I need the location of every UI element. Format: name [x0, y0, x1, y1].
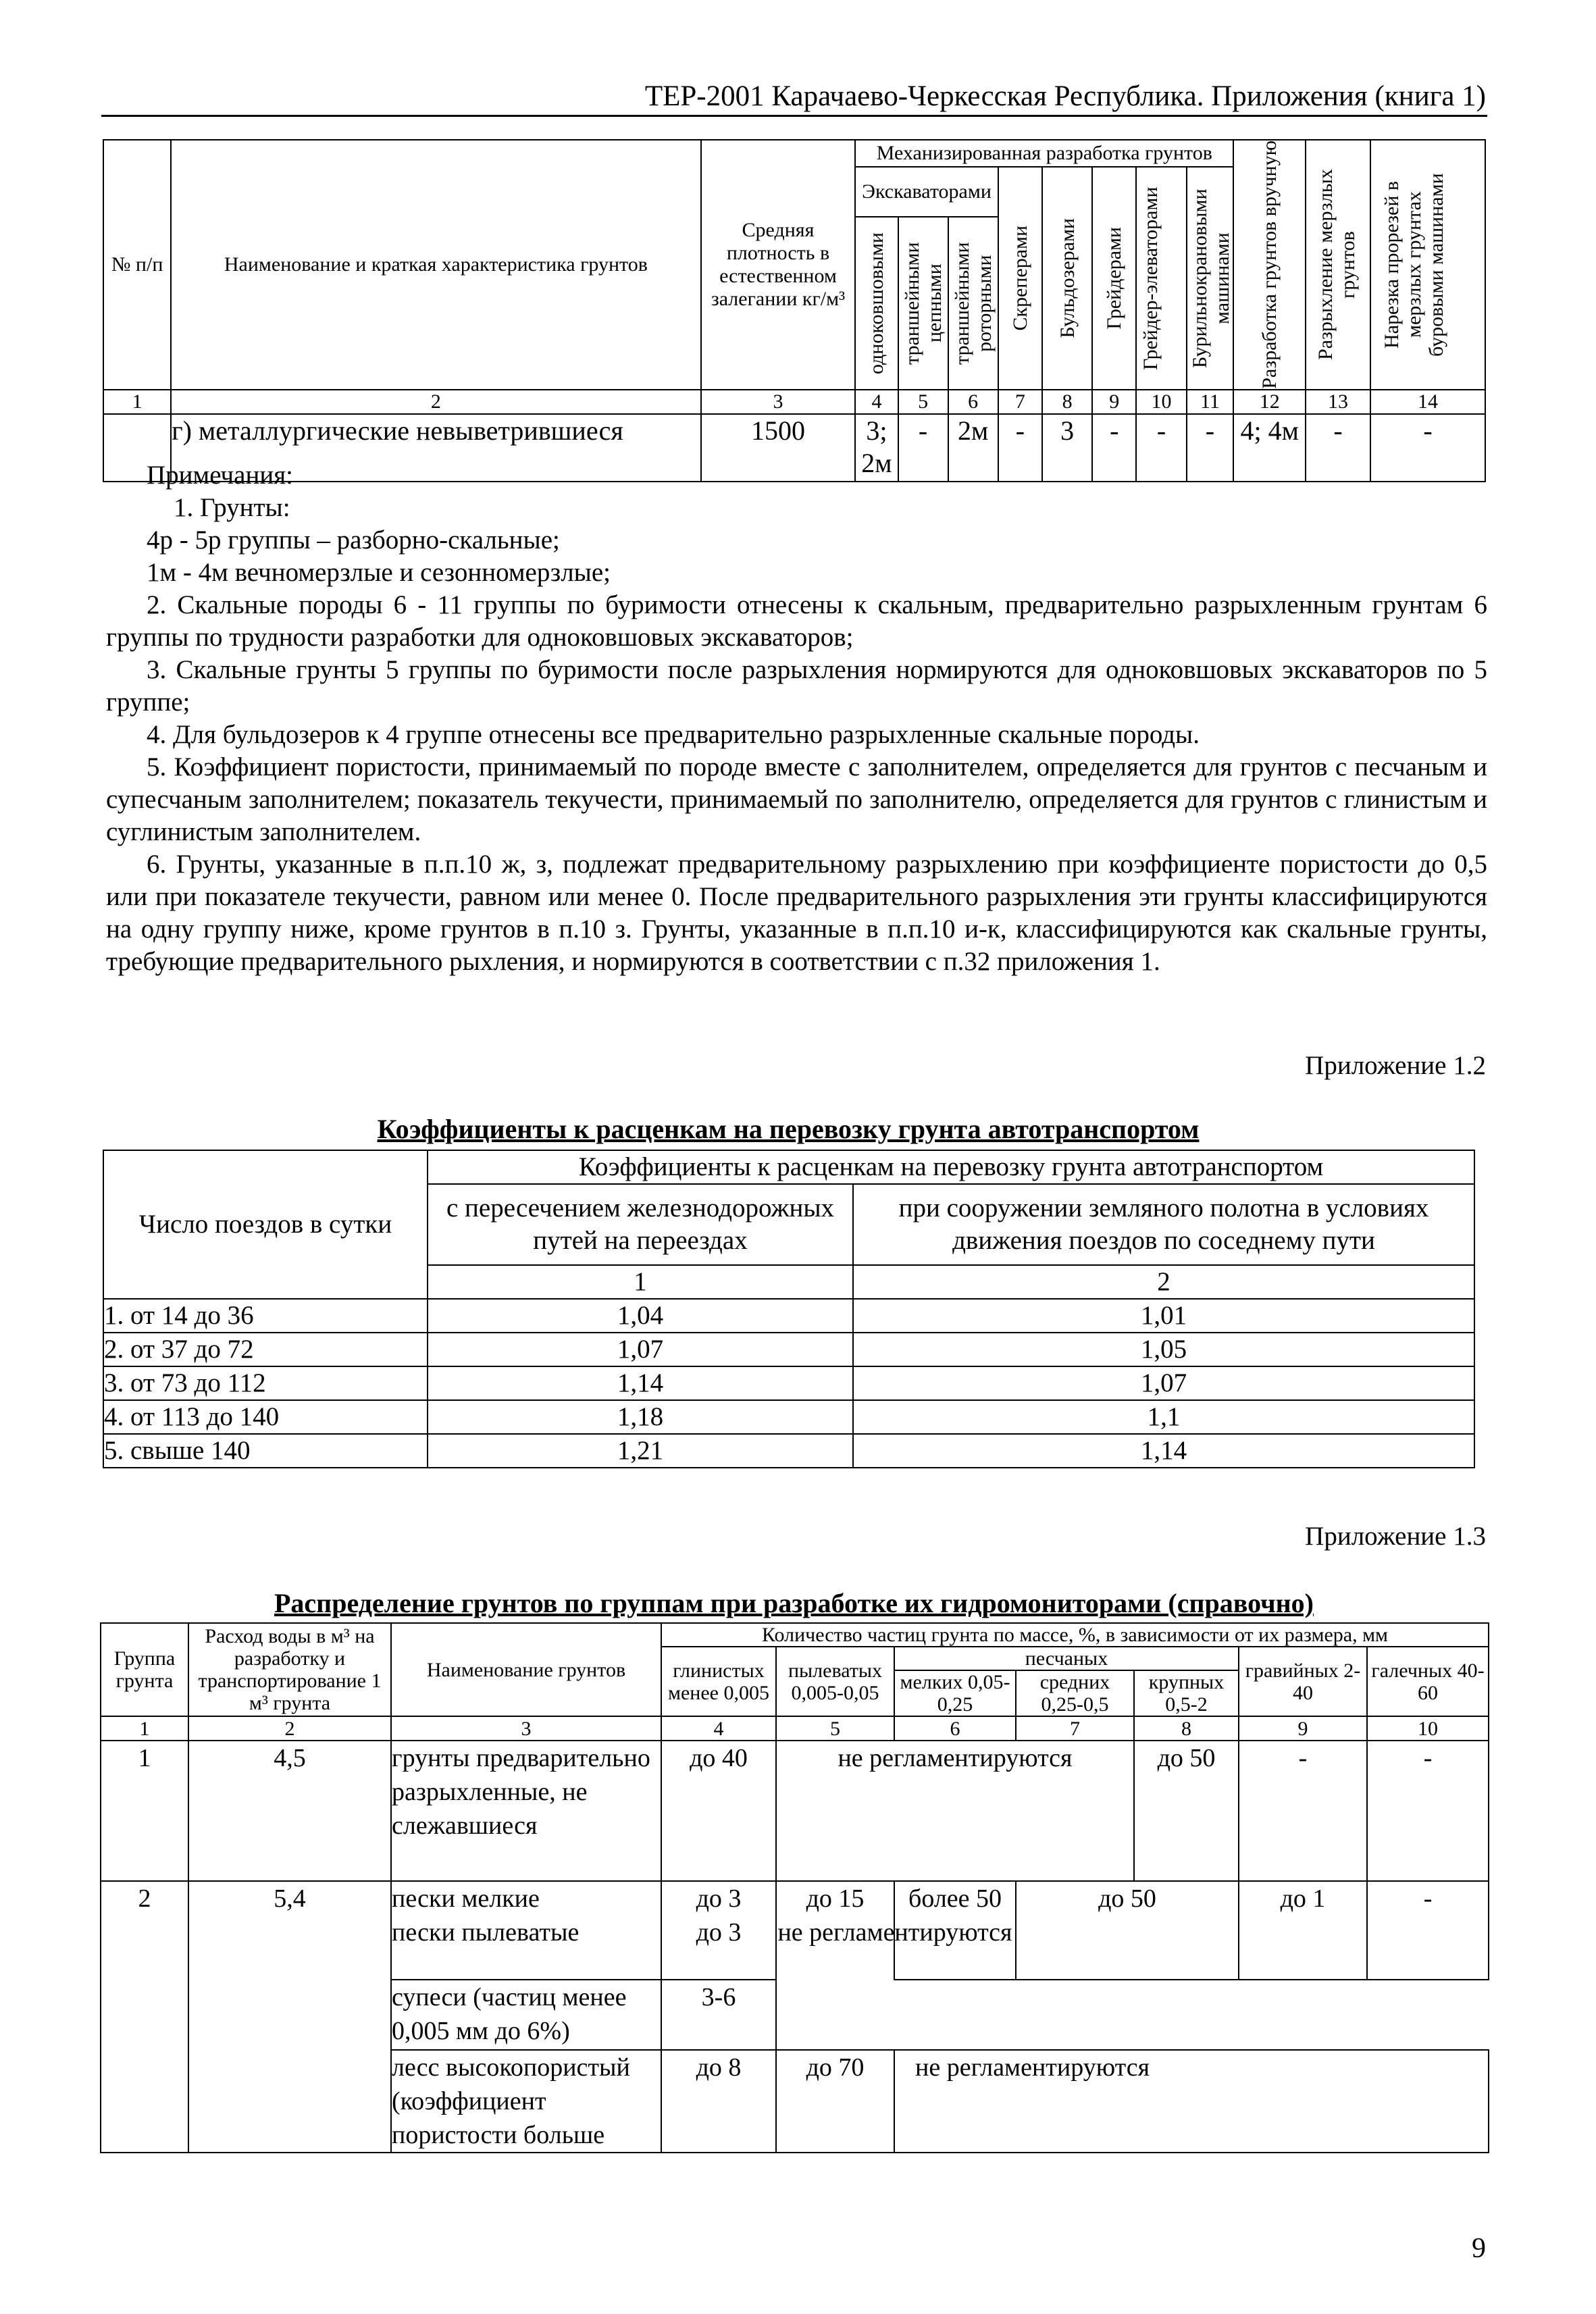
- note-5: 5. Коэффициент пористости, принимаемый по породе вместе с заполнителем, определяется для грунтов с песчаным и супесчаным заполнителем; показатель текучести, принимаемый по заполнителю, определяется для грунтов с глинистым и суглинистым заполнителем.: [106, 752, 1487, 846]
- r2-gravel: до 1: [1239, 1881, 1367, 1980]
- header-group: Группа грунта: [101, 1623, 188, 1716]
- r3-empty: [776, 1980, 1489, 2050]
- note-1: 1. Грунты:: [174, 493, 290, 522]
- note-1b: 1м - 4м вечномерзлые и сезонномерзлые;: [147, 558, 611, 587]
- table-cell: 1,14: [428, 1366, 853, 1400]
- r4-name: лесс высокопористый (коэффициент пористости больше: [391, 2050, 661, 2153]
- col-number: 6: [948, 390, 998, 414]
- r2-name-1: пески мелкие: [392, 1884, 540, 1913]
- header-num: № п/п: [103, 140, 171, 390]
- row-c4: 3; 2м: [855, 414, 898, 482]
- col-number: 9: [1239, 1716, 1367, 1741]
- header-excavators: Экскаваторами: [855, 167, 998, 217]
- col-number: 9: [1092, 390, 1136, 414]
- col-number: 1: [101, 1716, 188, 1741]
- header-c9: Грейдерами: [1092, 167, 1136, 390]
- row-c5: -: [898, 414, 948, 482]
- r3-name: супеси (частиц менее 0,005 мм до 6%): [391, 1980, 661, 2050]
- r2-medcoarse: до 50: [1016, 1881, 1239, 1980]
- table-cell: 1,07: [428, 1333, 853, 1366]
- table-cell: 1,18: [428, 1400, 853, 1434]
- header-c14: Нарезка прорезей в мерзлых грунтах буровыми машинами: [1370, 140, 1485, 390]
- r2-clay-1: до 3: [696, 1884, 742, 1913]
- header-particles: Количество частиц грунта по массе, %, в зависимости от их размера, мм: [661, 1623, 1489, 1647]
- r1-pebble: -: [1367, 1741, 1489, 1881]
- header-c4: одноковшовыми: [855, 217, 898, 390]
- col-number: 8: [1134, 1716, 1239, 1741]
- col-number: 3: [391, 1716, 661, 1741]
- r1-name: грунты предварительно разрыхленные, не слежавшиеся: [391, 1741, 661, 1881]
- r1-coarse: до 50: [1134, 1741, 1239, 1881]
- r4-clay: до 8: [661, 2050, 776, 2153]
- note-6: 6. Грунты, указанные в п.п.10 ж, з, подлежат предварительному разрыхлению при коэффициенте пористости до 0,5 или при показателе текучести, равном или менее 0. После предварительного разрыхления эти грунты классифицируются на одну группу ниже, кроме грунтов в п.10 з. Грунты, указанные в п.п.10 и-к, классифицируются как скальные грунты, требующие предварительного рыхления, и нормируются в соответствии с п.32 приложения 1.: [106, 850, 1487, 976]
- r2-clay-2: до 3: [696, 1918, 742, 1947]
- col-number: 8: [1042, 390, 1092, 414]
- col-number: 12: [1233, 390, 1306, 414]
- col-number: 13: [1306, 390, 1370, 414]
- col-number: 6: [894, 1716, 1016, 1741]
- header-sand: песчаных: [894, 1647, 1239, 1670]
- table-transport-coefficients: [103, 1150, 1475, 1468]
- row-c8: 3: [1042, 414, 1092, 482]
- r4-rest: не регламентируются: [894, 2050, 1489, 2153]
- header-pebble: галечных 40-60: [1367, 1647, 1489, 1716]
- col-number: 1: [103, 390, 171, 414]
- r1-clay: до 40: [661, 1741, 776, 1881]
- table-row-label: 1. от 14 до 36: [103, 1299, 428, 1333]
- r1-water: 4,5: [188, 1741, 391, 1881]
- header-coarse: крупных 0,5-2: [1134, 1670, 1239, 1716]
- header-col2: при сооружении земляного полотна в условиях движения поездов по соседнему пути: [853, 1184, 1474, 1265]
- header-c10: Грейдер-элеваторами: [1136, 167, 1186, 390]
- row-c11: -: [1187, 414, 1234, 482]
- table-hydromonitor-soils: [100, 1622, 1489, 2153]
- row-density: 1500: [701, 414, 856, 482]
- note-4: 4. Для бульдозеров к 4 группе отнесены все предварительно разрыхленные скальные породы.: [147, 720, 1200, 749]
- col-number: 2: [188, 1716, 391, 1741]
- row-c14: -: [1370, 414, 1485, 482]
- col-number: 4: [661, 1716, 776, 1741]
- header-name: Наименование и краткая характеристика грунтов: [171, 140, 700, 390]
- table-row-label: 5. свыше 140: [103, 1434, 428, 1468]
- row-c9: -: [1092, 414, 1136, 482]
- table-cell: 1,01: [853, 1299, 1474, 1333]
- col-number: 1: [428, 1265, 853, 1299]
- header-c7: Скреперами: [998, 167, 1042, 390]
- header-c6: траншейными роторными: [948, 217, 998, 390]
- row-c7: -: [998, 414, 1042, 482]
- note-3: 3. Скальные грунты 5 группы по буримости после разрыхления нормируются для одноковшовых экскаваторов по 5 группе;: [106, 655, 1487, 717]
- table-row-label: 4. от 113 до 140: [103, 1400, 428, 1434]
- row-c13: -: [1306, 414, 1370, 482]
- appendix-1-3-label: Приложение 1.3: [1305, 1522, 1486, 1551]
- header-clay: глинистых менее 0,005: [661, 1647, 776, 1716]
- col-number: 2: [853, 1265, 1474, 1299]
- header-c12: Разработка грунтов вручную: [1233, 140, 1306, 390]
- header-c11: Бурильнокрановыми машинами: [1187, 167, 1234, 390]
- header-gravel: гравийных 2-40: [1239, 1647, 1367, 1716]
- header-medium: средних 0,25-0,5: [1016, 1670, 1134, 1716]
- r2-clay: [661, 1881, 776, 1980]
- r2-names: [391, 1881, 661, 1980]
- r3-clay: 3-6: [661, 1980, 776, 2050]
- table-cell: 1,07: [853, 1366, 1474, 1400]
- notes-title: Примечания:: [147, 461, 293, 490]
- header-silt: пылеватых 0,005-0,05: [776, 1647, 894, 1716]
- header-c8: Бульдозерами: [1042, 167, 1092, 390]
- table-cell: 1,05: [853, 1333, 1474, 1366]
- col-number: 14: [1370, 390, 1485, 414]
- table-cell: 1,1: [853, 1400, 1474, 1434]
- table-cell: 1,14: [853, 1434, 1474, 1468]
- col-number: 2: [171, 390, 700, 414]
- notes-block: [106, 459, 1487, 978]
- r2-name-2: пески пылеватые: [392, 1918, 580, 1947]
- r2-fine-2: не регламентируются: [777, 1918, 1012, 1947]
- r4-silt: до 70: [776, 2050, 894, 2153]
- header-water: Расход воды в м³ на разработку и транспортирование 1 м³ грунта: [188, 1623, 391, 1716]
- header-rule: [101, 115, 1487, 117]
- col-number: 7: [1016, 1716, 1134, 1741]
- table-row-label: 3. от 73 до 112: [103, 1366, 428, 1400]
- r1-gravel: -: [1239, 1741, 1367, 1881]
- r2-pebble: -: [1367, 1881, 1489, 1980]
- col-number: 3: [701, 390, 856, 414]
- table-soil-groups-continued: [103, 139, 1486, 482]
- col-number: 5: [776, 1716, 894, 1741]
- appendix-1-3-caption: Распределение грунтов по группам при разработке их гидромониторами (справочно): [274, 1588, 1314, 1618]
- header-c13: Разрыхление мерзлых грунтов: [1306, 140, 1370, 390]
- row-c6: 2м: [948, 414, 998, 482]
- r2-fine-1: более 50: [908, 1884, 1002, 1913]
- col-number: 7: [998, 390, 1042, 414]
- r2-water: 5,4: [188, 1881, 391, 2153]
- row-name: г) металлургические невыветрившиеся: [171, 414, 700, 482]
- appendix-1-2-label: Приложение 1.2: [1305, 1051, 1486, 1080]
- col-number: 5: [898, 390, 948, 414]
- col-number: 11: [1187, 390, 1234, 414]
- header-name: Наименование грунтов: [391, 1623, 661, 1716]
- header-c5: траншейными цепными: [898, 217, 948, 390]
- r1-group: 1: [101, 1741, 188, 1881]
- header-fine: мелких 0,05-0,25: [894, 1670, 1016, 1716]
- header-mechanized: Механизированная разработка грунтов: [855, 140, 1233, 167]
- header-coefficients: Коэффициенты к расценкам на перевозку грунта автотранспортом: [428, 1150, 1474, 1184]
- col-number: 4: [855, 390, 898, 414]
- col-number: 10: [1367, 1716, 1489, 1741]
- r2-group: 2: [101, 1881, 188, 2153]
- r1-mid: не регламентируются: [776, 1741, 1134, 1881]
- row-c12: 4; 4м: [1233, 414, 1306, 482]
- table-cell: 1,04: [428, 1299, 853, 1333]
- col-number: 10: [1136, 390, 1186, 414]
- row-c10: -: [1136, 414, 1186, 482]
- r2-silt: до 15: [776, 1881, 894, 1980]
- header-density: Средняя плотность в естественном залегании кг/м³: [701, 140, 856, 390]
- header-trains: Число поездов в сутки: [103, 1150, 428, 1299]
- page-header: ТЕР-2001 Карачаево-Черкесская Республика. Приложения (книга 1): [644, 80, 1486, 112]
- table-row-label: 2. от 37 до 72: [103, 1333, 428, 1366]
- appendix-1-2-caption: Коэффициенты к расценкам на перевозку грунта автотранспортом: [377, 1114, 1200, 1144]
- table-cell: 1,21: [428, 1434, 853, 1468]
- header-col1: с пересечением железнодорожных путей на переездах: [428, 1184, 853, 1265]
- note-1a: 4р - 5р группы – разборно-скальные;: [147, 525, 560, 555]
- page-number: 9: [1472, 2233, 1486, 2264]
- note-2: 2. Скальные породы 6 - 11 группы по буримости отнесены к скальным, предварительно разрыхленным грунтам 6 группы по трудности разработки для одноковшовых экскаваторов;: [106, 590, 1487, 652]
